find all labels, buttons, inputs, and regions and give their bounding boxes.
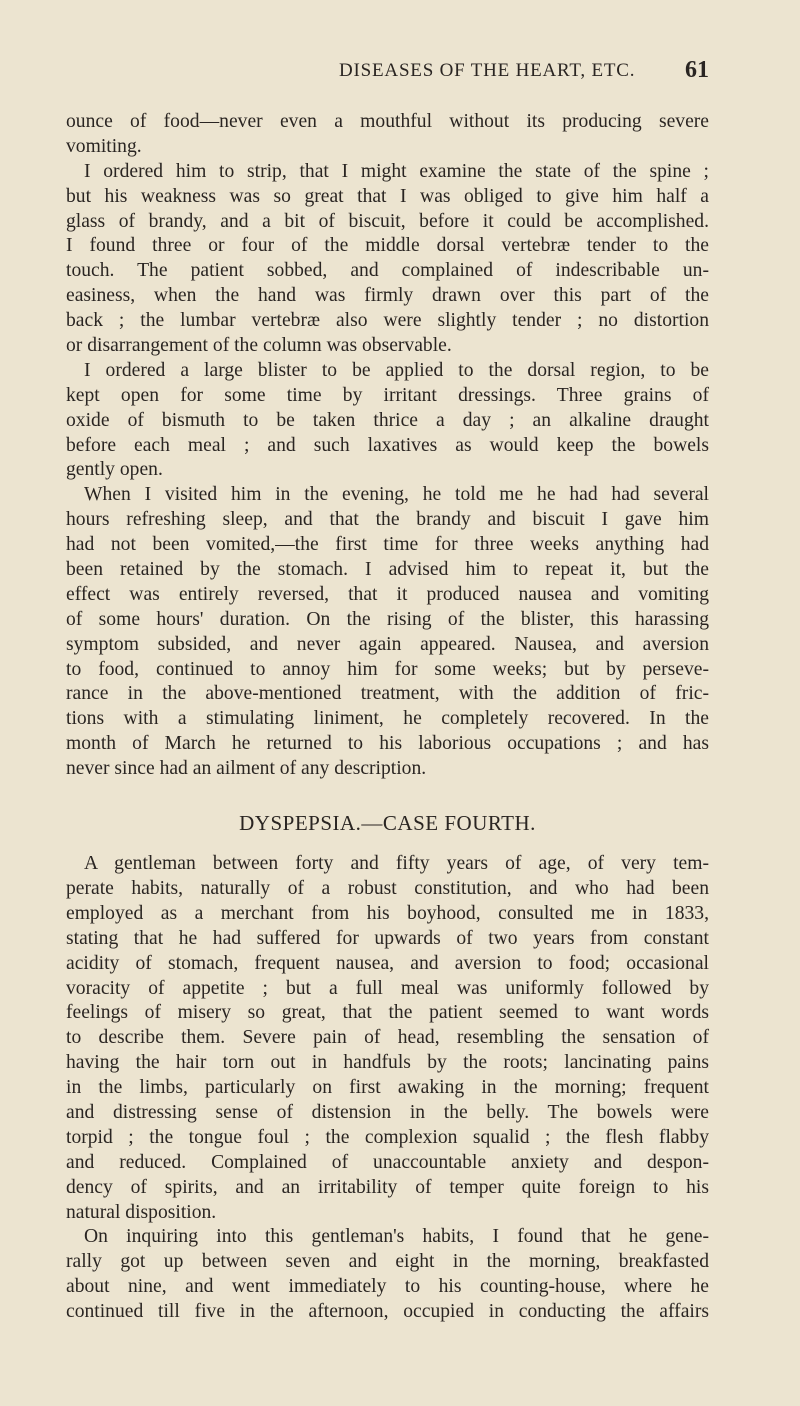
- text-line: rance in the above-mentioned treatment, with the addition of fric-: [66, 683, 709, 705]
- text-line: gently open.: [66, 459, 163, 481]
- text-line: A gentleman between forty and fifty years of age, of very tem-: [84, 853, 709, 875]
- text-line: to describe them. Severe pain of head, resembling the sensation of: [66, 1027, 709, 1049]
- text-line: On inquiring into this gentleman's habits, I found that he gene-: [84, 1226, 709, 1248]
- paragraph-1: [66, 110, 709, 160]
- text-line: hours refreshing sleep, and that the brandy and biscuit I gave him: [66, 509, 709, 531]
- text-line: employed as a merchant from his boyhood, consulted me in 1833,: [66, 902, 709, 924]
- text-line: easiness, when the hand was firmly drawn over this part of the: [66, 285, 709, 307]
- text-line: I ordered him to strip, that I might examine the state of the spine ;: [84, 160, 709, 182]
- text-line: stating that he had suffered for upwards of two years from constant: [66, 927, 709, 949]
- text-line: feelings of misery so great, that the patient seemed to want words: [66, 1002, 709, 1024]
- text-line: perate habits, naturally of a robust constitution, and who had been: [66, 877, 709, 899]
- body-text: [66, 110, 709, 1325]
- text-line: I found three or four of the middle dorsal vertebræ tender to the: [66, 235, 709, 257]
- text-line: but his weakness was so great that I was obliged to give him half a: [66, 185, 709, 207]
- paragraph-6: [66, 1225, 709, 1325]
- text-line: oxide of bismuth to be taken thrice a day ; an alkaline draught: [66, 409, 709, 431]
- running-head: [339, 57, 709, 100]
- paragraph-2: [66, 160, 709, 359]
- text-line: of some hours' duration. On the rising of the blister, this harassing: [66, 608, 709, 630]
- paragraph-3: [66, 359, 709, 483]
- text-line: torpid ; the tongue foul ; the complexion squalid ; the flesh flabby: [66, 1126, 709, 1148]
- section-heading: DYSPEPSIA.—CASE FOURTH.: [239, 811, 536, 836]
- text-line: When I visited him in the evening, he told me he had had several: [84, 484, 709, 506]
- text-line: been retained by the stomach. I advised him to repeat it, but the: [66, 559, 709, 581]
- page-number: 61: [685, 57, 709, 83]
- text-line: never since had an ailment of any description.: [66, 758, 427, 780]
- text-line: in the limbs, particularly on first awaking in the morning; frequent: [66, 1077, 709, 1099]
- text-line: natural disposition.: [66, 1201, 217, 1223]
- text-line: back ; the lumbar vertebræ also were slightly tender ; no distortion: [66, 310, 709, 332]
- text-line: effect was entirely reversed, that it produced nausea and vomiting: [66, 583, 709, 605]
- paragraph-5: [66, 852, 709, 1225]
- text-line: kept open for some time by irritant dressings. Three grains of: [66, 384, 709, 406]
- text-line: I ordered a large blister to be applied to the dorsal region, to be: [84, 359, 709, 381]
- text-line: acidity of stomach, frequent nausea, and aversion to food; occasional: [66, 952, 709, 974]
- text-line: ounce of food—never even a mouthful without its producing severe: [66, 111, 709, 132]
- text-line: and distressing sense of distension in the belly. The bowels were: [66, 1101, 709, 1123]
- paragraph-4: [66, 483, 709, 782]
- text-line: before each meal ; and such laxatives as would keep the bowels: [66, 434, 709, 456]
- text-line: month of March he returned to his laborious occupations ; and has: [66, 733, 709, 755]
- text-line: about nine, and went immediately to his counting-house, where he: [66, 1276, 709, 1298]
- text-line: and reduced. Complained of unaccountable anxiety and despon-: [66, 1151, 709, 1173]
- text-line: symptom subsided, and never again appeared. Nausea, and aversion: [66, 633, 709, 655]
- text-line: rally got up between seven and eight in the morning, breakfasted: [66, 1251, 709, 1273]
- text-line: had not been vomited,—the first time for three weeks anything had: [66, 534, 709, 556]
- text-line: vomiting.: [66, 135, 142, 157]
- text-line: to food, continued to annoy him for some weeks; but by perseve-: [66, 658, 709, 680]
- text-line: or disarrangement of the column was observable.: [66, 335, 452, 357]
- text-line: voracity of appetite ; but a full meal was uniformly followed by: [66, 977, 709, 999]
- text-line: dency of spirits, and an irritability of temper quite foreign to his: [66, 1176, 709, 1198]
- text-line: tions with a stimulating liniment, he completely recovered. In the: [66, 708, 709, 730]
- text-line: having the hair torn out in handfuls by the roots; lancinating pains: [66, 1052, 709, 1074]
- text-line: glass of brandy, and a bit of biscuit, before it could be accomplished.: [66, 210, 709, 232]
- text-line: continued till five in the afternoon, occupied in conducting the affairs: [66, 1301, 709, 1323]
- text-line: touch. The patient sobbed, and complained of indescribable un-: [66, 260, 709, 282]
- running-title: DISEASES OF THE HEART, ETC.: [339, 60, 636, 81]
